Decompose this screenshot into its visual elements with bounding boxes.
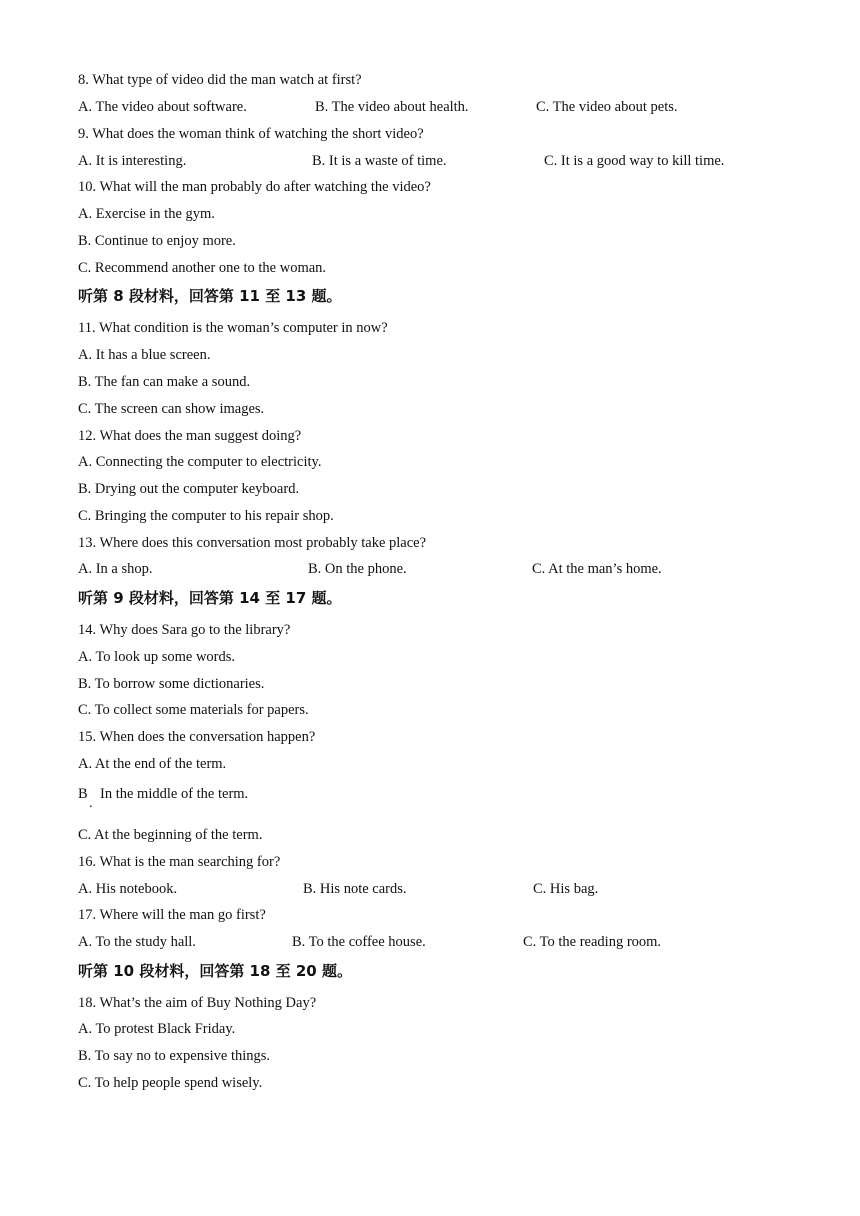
q18-option-a: A. To protest Black Friday. (78, 1021, 236, 1037)
question-8: 8. What type of video did the man watch at first? (78, 72, 362, 88)
question-11: 11. What condition is the woman’s computer in now? (78, 320, 388, 336)
q16-option-a: A. His notebook. (78, 881, 178, 897)
section-heading-8: 听第 8 段材料，回答第 11 至 13 题。 (78, 287, 342, 305)
q15-option-b-text: In the middle of the term. (100, 786, 249, 802)
question-18: 18. What’s the aim of Buy Nothing Day? (78, 995, 317, 1011)
q12-option-c: C. Bringing the computer to his repair shop. (78, 508, 334, 524)
q12-option-a: A. Connecting the computer to electricity. (78, 454, 322, 470)
q14-option-a: A. To look up some words. (78, 649, 236, 665)
question-12: 12. What does the man suggest doing? (78, 428, 302, 444)
q10-option-c: C. Recommend another one to the woman. (78, 260, 327, 276)
q17-option-a: A. To the study hall. (78, 934, 196, 950)
question-17: 17. Where will the man go first? (78, 907, 266, 923)
section-heading-10: 听第 10 段材料，回答第 18 至 20 题。 (78, 962, 352, 980)
q16-option-b: B. His note cards. (303, 881, 407, 897)
section-heading-9: 听第 9 段材料，回答第 14 至 17 题。 (78, 589, 342, 607)
question-14: 14. Why does Sara go to the library? (78, 622, 291, 638)
q10-option-b: B. Continue to enjoy more. (78, 233, 236, 249)
q13-option-c: C. At the man’s home. (532, 561, 662, 577)
question-9: 9. What does the woman think of watching the short video? (78, 126, 424, 142)
q15-option-c: C. At the beginning of the term. (78, 827, 263, 843)
q15-option-b-dot: . (89, 796, 93, 811)
q11-option-a: A. It has a blue screen. (78, 347, 211, 363)
q11-option-c: C. The screen can show images. (78, 401, 265, 417)
q18-option-b: B. To say no to expensive things. (78, 1048, 271, 1064)
q9-option-a: A. It is interesting. (78, 153, 187, 169)
q14-option-b: B. To borrow some dictionaries. (78, 676, 265, 692)
q11-option-b: B. The fan can make a sound. (78, 374, 251, 390)
q13-option-a: A. In a shop. (78, 561, 153, 577)
q17-option-b: B. To the coffee house. (292, 934, 426, 950)
q16-option-c: C. His bag. (533, 881, 599, 897)
q17-option-c: C. To the reading room. (523, 934, 662, 950)
question-10: 10. What will the man probably do after watching the video? (78, 179, 431, 195)
q10-option-a: A. Exercise in the gym. (78, 206, 215, 222)
question-15: 15. When does the conversation happen? (78, 729, 316, 745)
q18-option-c: C. To help people spend wisely. (78, 1075, 263, 1091)
q14-option-c: C. To collect some materials for papers. (78, 702, 309, 718)
q12-option-b: B. Drying out the computer keyboard. (78, 481, 300, 497)
q13-option-b: B. On the phone. (308, 561, 407, 577)
question-16: 16. What is the man searching for? (78, 854, 281, 870)
q15-option-b-letter: B (78, 786, 88, 802)
q8-option-c: C. The video about pets. (536, 99, 678, 115)
q9-option-b: B. It is a waste of time. (312, 153, 447, 169)
q15-option-a: A. At the end of the term. (78, 756, 227, 772)
q8-option-a: A. The video about software. (78, 99, 247, 115)
q8-option-b: B. The video about health. (315, 99, 469, 115)
q9-option-c: C. It is a good way to kill time. (544, 153, 725, 169)
question-13: 13. Where does this conversation most probably take place? (78, 535, 427, 551)
